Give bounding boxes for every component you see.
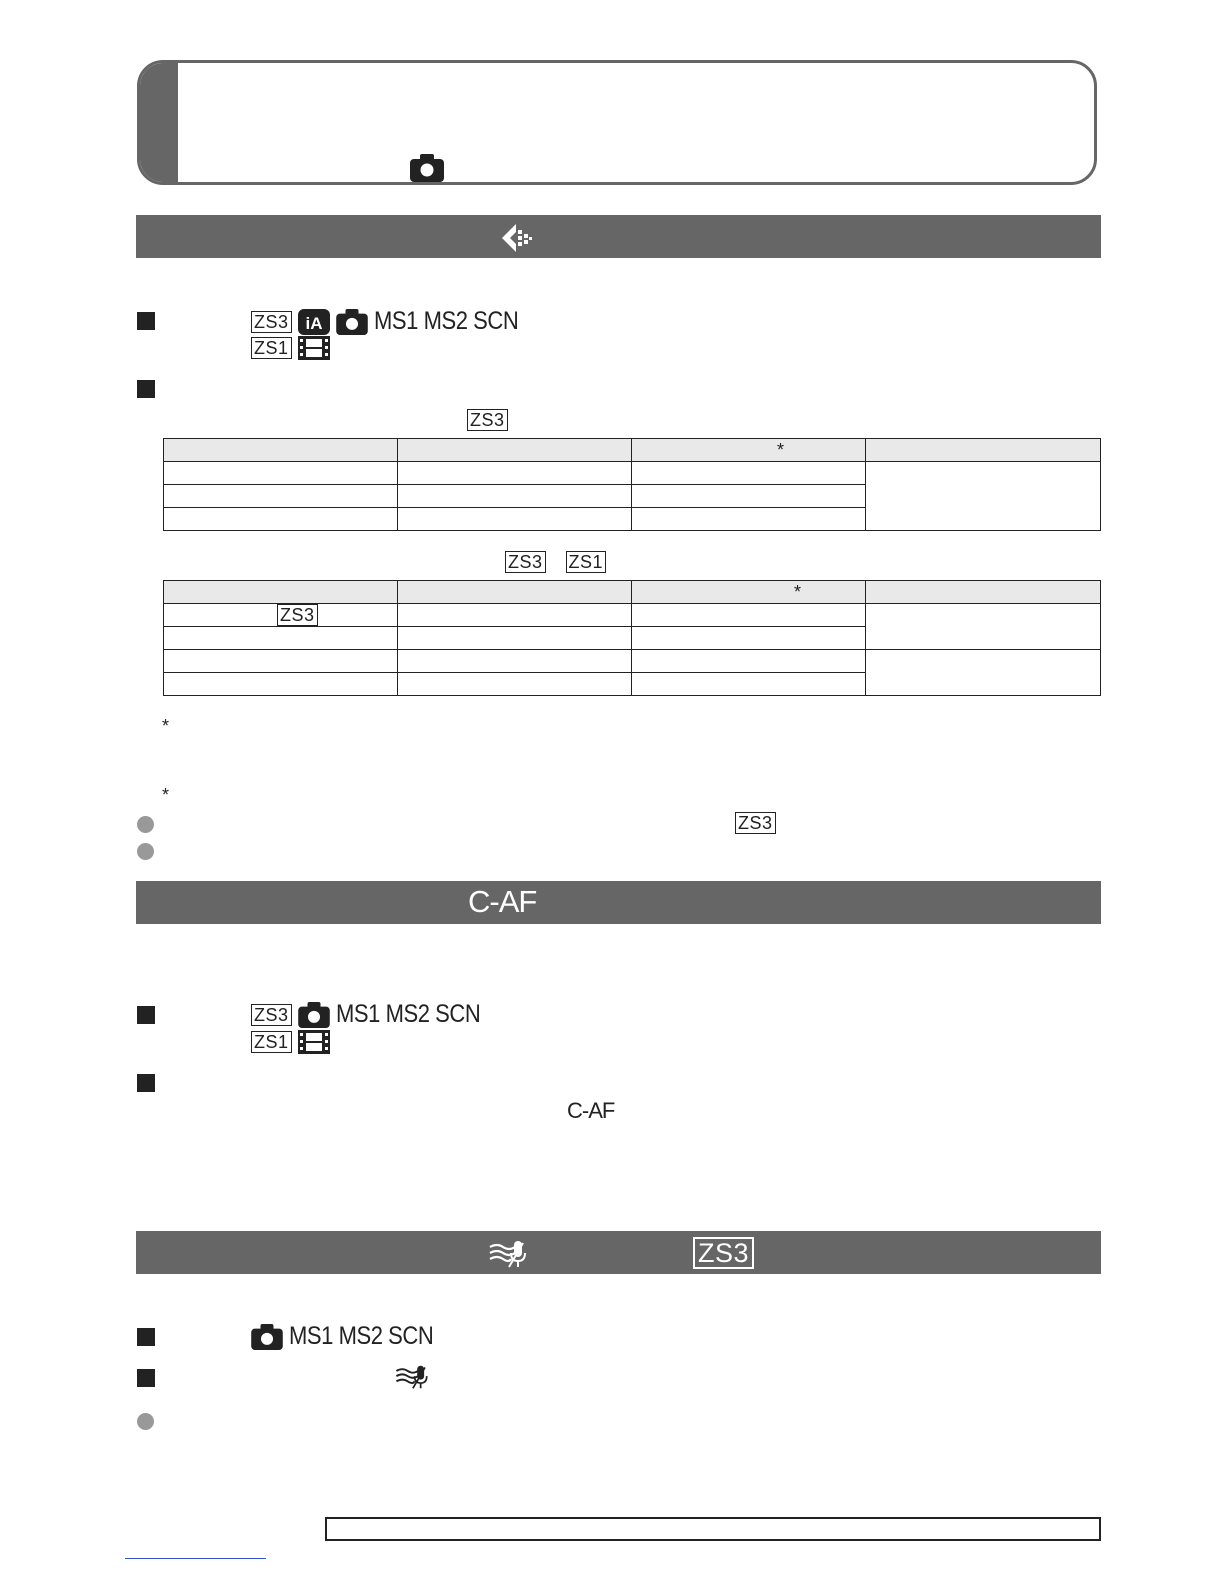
table-cell <box>398 485 632 508</box>
model-badge: ZS3 <box>251 311 292 333</box>
table-cell <box>164 650 398 673</box>
caf-label-text: C-AF <box>468 884 537 919</box>
table-cell <box>398 508 632 531</box>
table-row <box>164 650 1101 673</box>
model-badge: ZS1 <box>251 1031 292 1053</box>
bullet-badge-wrap <box>735 812 776 834</box>
bar-badge-wrap <box>693 1237 754 1269</box>
header-tab <box>140 63 178 182</box>
table-cell <box>632 604 866 627</box>
model-badge: ZS3 <box>467 409 508 431</box>
camera-icon <box>410 154 444 187</box>
section-bar-af-tracking <box>136 215 1101 258</box>
camera-icon <box>298 1002 330 1028</box>
table-header-cell <box>866 439 1101 462</box>
model-badge: ZS3 <box>693 1237 754 1269</box>
table-row <box>164 462 1101 485</box>
ia-icon <box>298 309 330 335</box>
model-badge: ZS3 <box>735 812 776 834</box>
model-badge: ZS1 <box>251 337 292 359</box>
applicable-modes-row-2 <box>251 336 330 360</box>
footer-box <box>325 1517 1101 1541</box>
film-icon <box>298 336 330 360</box>
section-bar-wind-cut <box>136 1231 1101 1274</box>
model-badge: ZS3 <box>505 551 546 573</box>
camera-icon <box>251 1324 283 1350</box>
table-cell-merged <box>866 650 1101 696</box>
table-cell <box>398 627 632 650</box>
table-cell <box>164 604 398 627</box>
table-row <box>164 604 1101 627</box>
bullet-dot <box>137 816 154 833</box>
table-cell <box>398 604 632 627</box>
model-badge: ZS1 <box>566 551 607 573</box>
footnote-mark: * <box>162 785 170 805</box>
table-cell <box>632 462 866 485</box>
section-marker <box>137 1328 155 1346</box>
mode-labels: MS1 MS2 SCN <box>373 307 518 335</box>
table2-caption-badges <box>505 551 606 573</box>
table-cell <box>164 673 398 696</box>
wind-cut-icon <box>489 1239 527 1274</box>
table-cell-merged <box>866 462 1101 531</box>
header-box <box>137 60 1097 185</box>
section-marker <box>137 1006 155 1024</box>
footnote-mark: * <box>777 439 785 460</box>
caf-inline-label: C-AF <box>567 1098 615 1123</box>
applicable-modes-row <box>251 307 538 336</box>
camera-icon <box>336 309 368 335</box>
svg-text:iA: iA <box>305 313 323 333</box>
section-marker <box>137 380 155 398</box>
section-bar-caf <box>136 881 1101 924</box>
table-cell <box>632 673 866 696</box>
model-badge: ZS3 <box>251 1004 292 1026</box>
table-header-cell <box>632 439 866 462</box>
footer-link-underline[interactable] <box>125 1558 266 1559</box>
mode-labels: MS1 MS2 SCN <box>289 1322 434 1350</box>
table-cell <box>164 462 398 485</box>
table-cell <box>632 485 866 508</box>
table-cell <box>398 650 632 673</box>
footnote-mark: * <box>794 581 802 602</box>
table-header-row <box>164 581 1101 604</box>
table-header-row <box>164 439 1101 462</box>
applicable-modes-row-2 <box>251 1030 330 1054</box>
section-marker <box>137 1369 155 1387</box>
caf-label <box>468 884 536 920</box>
mode-labels: MS1 MS2 SCN <box>335 1000 480 1028</box>
table-header-cell <box>866 581 1101 604</box>
table-cell <box>632 508 866 531</box>
table-cell <box>632 627 866 650</box>
spec-table-1 <box>163 438 1101 531</box>
table-header-cell <box>164 581 398 604</box>
table-cell <box>398 462 632 485</box>
section-marker <box>137 1074 155 1092</box>
film-icon <box>298 1030 330 1054</box>
table-header-cell <box>398 581 632 604</box>
table1-caption-badge-wrap <box>467 409 508 431</box>
wind-cut-icon <box>395 1364 429 1395</box>
table-header-cell <box>164 439 398 462</box>
table-header-cell <box>632 581 866 604</box>
applicable-modes-row <box>251 1000 500 1029</box>
table-cell <box>164 627 398 650</box>
table-cell <box>164 485 398 508</box>
table-cell <box>164 508 398 531</box>
model-badge: ZS3 <box>277 604 318 626</box>
af-tracking-icon <box>500 222 534 259</box>
spec-table-2 <box>163 580 1101 696</box>
table-cell <box>398 673 632 696</box>
table-cell-merged <box>866 604 1101 650</box>
bullet-dot <box>137 843 154 860</box>
section-marker <box>137 312 155 330</box>
bullet-dot <box>137 1413 154 1430</box>
table-cell <box>632 650 866 673</box>
table-header-cell <box>398 439 632 462</box>
footnote-mark: * <box>162 716 170 736</box>
applicable-modes-row <box>251 1322 453 1351</box>
